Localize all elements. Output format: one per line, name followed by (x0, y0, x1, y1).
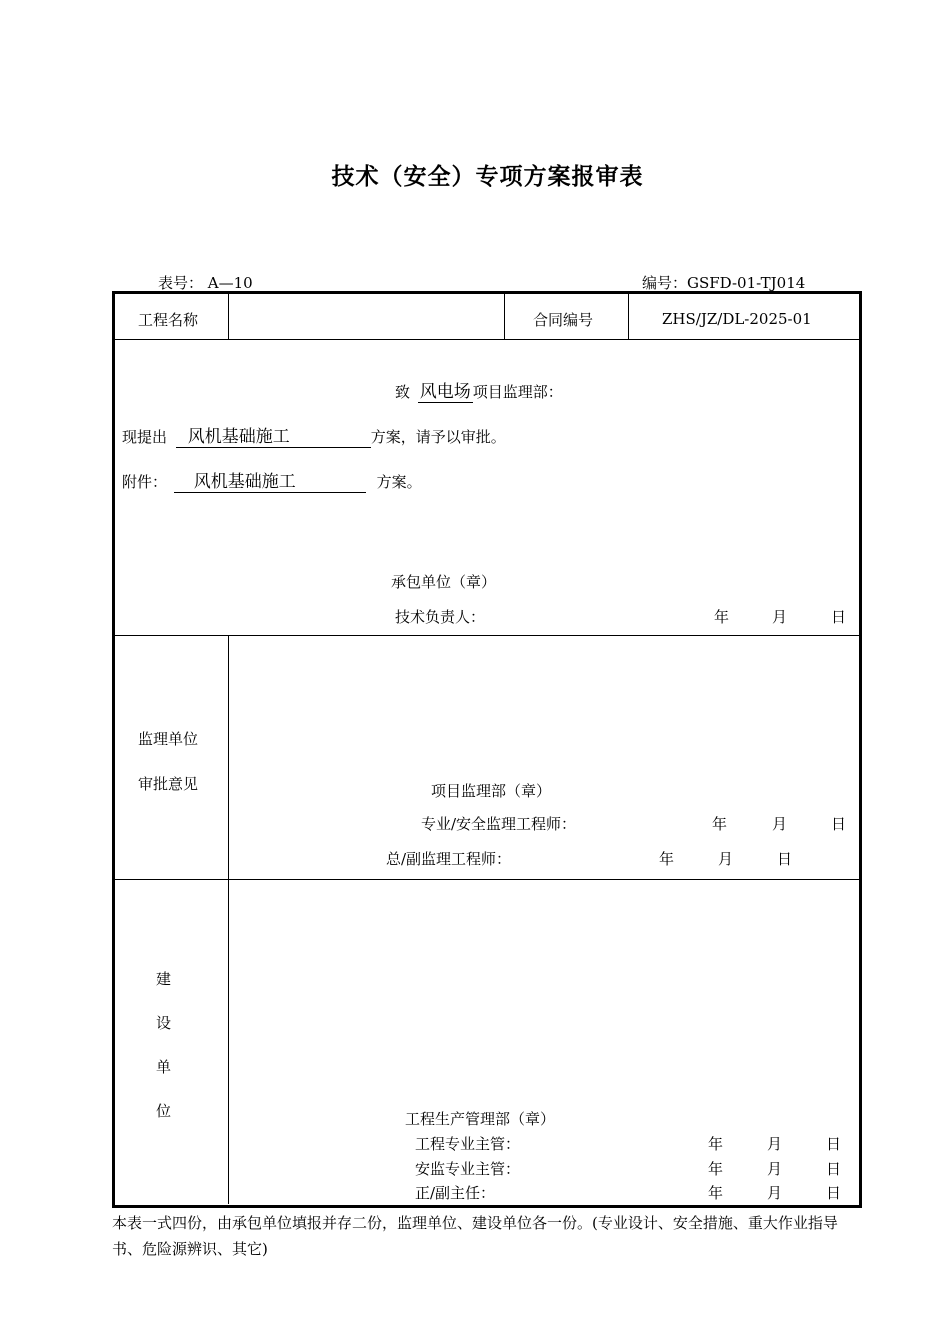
supervision-seal: 项目监理部（章） (431, 782, 552, 800)
date-day: 日 (826, 1160, 842, 1178)
contractor-seal: 承包单位（章） (391, 573, 497, 591)
col-divider (228, 636, 229, 1204)
date-month: 月 (718, 850, 734, 868)
date-year: 年 (708, 1160, 724, 1178)
present-plan-field[interactable]: 风机基础施工 (176, 422, 371, 448)
project-name-label: 工程名称 (138, 311, 199, 329)
addressee-suffix: 项目监理部： (472, 383, 563, 401)
serial-number: 编号：GSFD-01-TJ014 (642, 274, 806, 292)
date-month: 月 (767, 1135, 783, 1153)
owner-label-char: 单 (156, 1058, 172, 1076)
present-line (122, 422, 506, 448)
addressee-line (395, 377, 563, 403)
row-divider (112, 635, 862, 636)
date-day: 日 (826, 1184, 842, 1202)
row-divider (112, 879, 862, 880)
supervision-label-1: 监理单位 (138, 730, 199, 748)
attachment-suffix: 方案。 (376, 473, 422, 491)
date-month: 月 (767, 1160, 783, 1178)
supervision-label-2: 审批意见 (138, 775, 199, 793)
present-suffix: 方案，请予以审批。 (370, 428, 506, 446)
date-day: 日 (831, 815, 847, 833)
owner-opinion-area[interactable] (237, 895, 849, 1095)
addressee-name[interactable]: 风电场 (418, 377, 473, 403)
col-divider (504, 294, 505, 340)
date-year: 年 (708, 1184, 724, 1202)
attachment-line (122, 467, 422, 493)
footnote: 本表一式四份，由承包单位填报并存二份，监理单位、建设单位各一份。(专业设计、安全措施、重大作业指导书、危险源辨识、其它) (112, 1214, 838, 1258)
date-month: 月 (767, 1184, 783, 1202)
row-divider (112, 339, 862, 340)
present-prefix: 现提出 (122, 428, 168, 446)
date-day: 日 (826, 1135, 842, 1153)
attachment-prefix: 附件： (122, 473, 168, 491)
supervision-opinion-area[interactable] (237, 650, 849, 770)
page-title: 技术（安全）专项方案报审表 (331, 164, 644, 190)
date-year: 年 (714, 608, 730, 626)
owner-label-char: 位 (156, 1102, 172, 1120)
date-year: 年 (708, 1135, 724, 1153)
date-year: 年 (712, 815, 728, 833)
date-month: 月 (772, 815, 788, 833)
date-day: 日 (777, 850, 793, 868)
col-divider (228, 294, 229, 340)
form-number: 表号： A—10 (158, 274, 253, 292)
contract-number-label: 合同编号 (533, 311, 594, 329)
addressee-prefix: 致 (395, 383, 411, 401)
owner-label-char: 建 (156, 970, 172, 988)
date-month: 月 (772, 608, 788, 626)
director-label: 正/副主任： (415, 1184, 496, 1202)
tech-lead-label: 技术负责人： (395, 608, 486, 626)
eng-supervisor-label: 工程专业主管： (415, 1135, 521, 1153)
col-divider (628, 294, 629, 340)
owner-label-char: 设 (156, 1014, 172, 1032)
date-day: 日 (831, 608, 847, 626)
chief-engineer-label: 总/副监理工程师： (386, 850, 512, 868)
date-year: 年 (659, 850, 675, 868)
contract-number-value[interactable]: ZHS/JZ/DL-2025-01 (662, 310, 812, 328)
project-name-field[interactable] (236, 300, 498, 334)
owner-seal: 工程生产管理部（章） (405, 1110, 556, 1128)
safety-supervisor-label: 安监专业主管： (415, 1160, 521, 1178)
supervision-engineer-label: 专业/安全监理工程师： (421, 815, 577, 833)
attachment-field[interactable]: 风机基础施工 (174, 467, 366, 493)
